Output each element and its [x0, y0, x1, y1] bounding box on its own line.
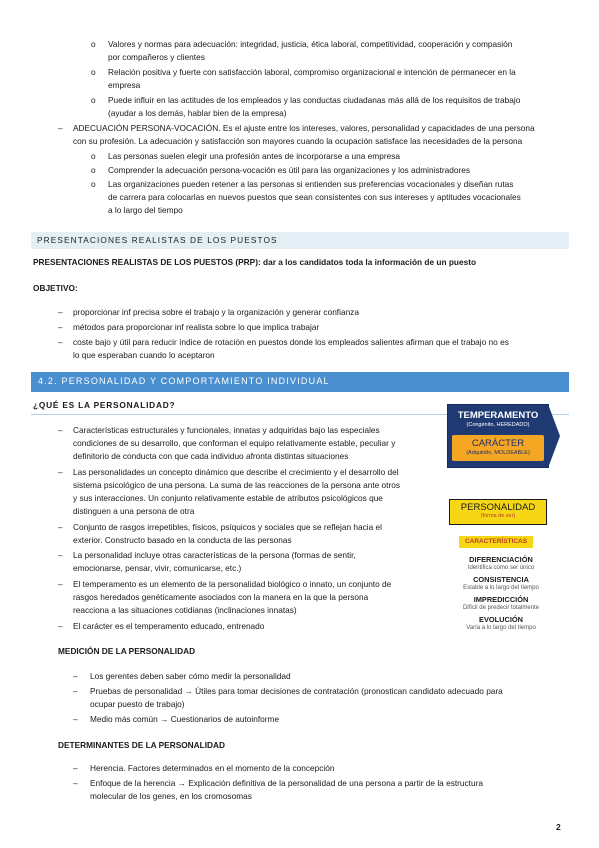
list-item-line: Pruebas de personalidad → Útiles para tomar decisiones de contratación (pronostican candidato adecuado para: [90, 686, 503, 696]
list-item-line: distinguen a una persona de otra: [73, 506, 195, 516]
list-item-line: El temperamento es un elemento de la personalidad biológico o innato, un conjunto de: [73, 579, 392, 589]
list-item-line: definitorio de conducta con que cada individuo afronta distintas situaciones: [73, 451, 349, 461]
list-item-line: La personalidad incluye otras características de la persona (formas de sentir,: [73, 550, 356, 560]
list-dash: –: [58, 322, 63, 332]
list-item-line: Las organizaciones pueden retener a las personas si entienden sus preferencias vocacionales y diseñan rutas: [108, 179, 514, 189]
list-item-line: Medio más común → Cuestionarios de autoinforme: [90, 714, 280, 724]
list-dash: –: [73, 763, 78, 773]
caracter-box: [452, 435, 544, 461]
list-item-line: a lo largo del tiempo: [108, 205, 183, 215]
feature-desc: Estable a lo largo del tiempo: [463, 585, 539, 591]
list-item-line: Las personas suelen elegir una profesión antes de incorporarse a una empresa: [108, 151, 400, 161]
list-bullet: o: [91, 67, 96, 77]
list-item-line: Conjunto de rasgos irrepetibles, físicos, psíquicos y sociales que se reflejan hacia el: [73, 522, 382, 532]
list-item-line: métodos para proporcionar inf realista sobre lo que implica trabajar: [73, 322, 320, 332]
section-header-text: PRESENTACIONES REALISTAS DE LOS PUESTOS: [37, 235, 278, 245]
feature-desc: Varía a lo largo del tiempo: [466, 625, 536, 631]
list-item-line: de carrera para colocarlas en nuevos puestos que sean consistentes con sus intereses y aptitudes vocacionales: [108, 192, 521, 202]
list-item-line: proporcionar inf precisa sobre el trabajo y la organización y generar confianza: [73, 307, 359, 317]
list-item-line: Relación positiva y fuerte con satisfacción laboral, compromiso organizacional e intención de permanecer en la: [108, 67, 516, 77]
list-item-line: rasgos heredados genéticamente asociados con la manera en la que la persona: [73, 592, 369, 602]
objetivo-label: OBJETIVO:: [33, 283, 78, 293]
list-item-line: ocupar puesto de trabajo): [90, 699, 185, 709]
list-item-line: emocionarse, pensar, vivir, comunicarse, etc.): [73, 563, 242, 573]
list-item-line: Valores y normas para adecuación: integridad, justicia, ética laboral, competitividad, cooperación y compasión: [108, 39, 513, 49]
caracteristicas-label: [459, 536, 533, 548]
list-item-line: Herencia. Factores determinados en el momento de la concepción: [90, 763, 335, 773]
list-item-line: Los gerentes deben saber cómo medir la personalidad: [90, 671, 291, 681]
feature-title: CONSISTENCIA: [473, 575, 529, 584]
caracter-title: CARÁCTER: [471, 438, 525, 449]
list-item-line: Las personalidades un concepto dinámico que describe el crecimiento y el desarrollo del: [73, 467, 399, 477]
list-dash: –: [58, 621, 63, 631]
section-header-personalidad: [31, 372, 569, 392]
list-dash: –: [58, 307, 63, 317]
list-dash: –: [73, 686, 78, 696]
list-item-line: lo que esperaban cuando lo aceptaron: [73, 350, 215, 360]
section-header-prp: [31, 232, 569, 249]
list-item-line: Comprender la adecuación persona-vocación es útil para las organizaciones y los administradores: [108, 165, 471, 175]
feature-desc: Difícil de predecir totalmente: [462, 605, 540, 611]
list-dash: –: [58, 123, 63, 133]
list-dash: –: [73, 778, 78, 788]
personalidad-box: [449, 499, 547, 525]
list-item-line: El carácter es el temperamento educado, entrenado: [73, 621, 265, 631]
list-dash: –: [58, 425, 63, 435]
list-item-line: (ayudar a los demás, hablar bien de la empresa): [108, 108, 287, 118]
list-dash: –: [58, 550, 63, 560]
list-item-line: Enfoque de la herencia → Explicación definitiva de la personalidad de una persona a partir de la estructura: [90, 778, 483, 788]
list-item-line: por compañeros y clientes: [108, 52, 205, 62]
adecuacion-line: ADECUACIÓN PERSONA-VOCACIÓN. Es el ajuste entre los intereses, valores, personalidad y capacidades de una persona: [73, 123, 535, 133]
list-item-line: exterior. Constructo basado en la conducta de las personas: [73, 535, 292, 545]
list-dash: –: [73, 714, 78, 724]
prp-definition: PRESENTACIONES REALISTAS DE LOS PUESTOS (PRP): dar a los candidatos toda la información de un puesto: [33, 257, 477, 267]
caracter-sub: (Adquirido, MOLDEABLE): [466, 450, 530, 456]
list-bullet: o: [91, 165, 96, 175]
personalidad-sub: (forma de ser): [480, 513, 516, 519]
list-item-line: Características estructurales y funcionales, innatas y adquiridas bajo las especiales: [73, 425, 380, 435]
page-number: 2: [556, 822, 561, 832]
list-item-line: molecular de los genes, en los cromosomas: [90, 791, 252, 801]
feature-title: DIFERENCIACIÓN: [469, 555, 533, 564]
list-dash: –: [58, 579, 63, 589]
subheader-que-es: ¿QUÉ ES LA PERSONALIDAD?: [33, 400, 176, 410]
list-bullet: o: [91, 151, 96, 161]
list-item-line: sistema psicológico de una persona. La suma de las reacciones de la persona ante otros: [73, 480, 401, 490]
list-dash: –: [58, 337, 63, 347]
feature-title: IMPREDICCIÓN: [473, 595, 529, 604]
personality-diagram: [447, 404, 567, 634]
temperamento-title: TEMPERAMENTO: [457, 410, 539, 421]
feature-desc: Identifica como ser único: [467, 565, 535, 571]
list-dash: –: [58, 522, 63, 532]
determinantes-title: DETERMINANTES DE LA PERSONALIDAD: [58, 740, 226, 750]
adecuacion-line: con su profesión. La adecuación y satisfacción son mayores cuando la ocupación satisface las necesidades de la persona: [73, 136, 523, 146]
list-bullet: o: [91, 179, 96, 189]
temperamento-box: [447, 404, 549, 468]
personalidad-title: PERSONALIDAD: [460, 502, 536, 513]
arrow-shape: [548, 404, 560, 468]
medicion-title: MEDICIÓN DE LA PERSONALIDAD: [58, 646, 196, 656]
section-header-text: 4.2. PERSONALIDAD Y COMPORTAMIENTO INDIVIDUAL: [38, 376, 330, 386]
list-item-line: coste bajo y útil para reducir índice de rotación en puestos donde los empleados salientes afirman que el trabajo no es: [73, 337, 509, 347]
list-dash: –: [58, 467, 63, 477]
list-bullet: o: [91, 95, 96, 105]
feature-title: EVOLUCIÓN: [479, 615, 523, 624]
caracteristicas-text: CARACTERÍSTICAS: [464, 538, 528, 545]
list-item-line: empresa: [108, 80, 141, 90]
list-dash: –: [73, 671, 78, 681]
list-item-line: Puede influir en las actitudes de los empleados y las conductas ciudadanas más allá de los requisitos de trabajo: [108, 95, 521, 105]
list-bullet: o: [91, 39, 96, 49]
list-item-line: y sus interacciones. Un conjunto relativamente estable de atributos psicológicos que: [73, 493, 383, 503]
list-item-line: condiciones de su desarrollo, que conforman el equipo relativamente estable, peculiar y: [73, 438, 396, 448]
temperamento-sub: (Congénito, HEREDADO): [466, 422, 530, 428]
list-item-line: reacciona a las situaciones cotidianas (inclinaciones innatas): [73, 605, 297, 615]
